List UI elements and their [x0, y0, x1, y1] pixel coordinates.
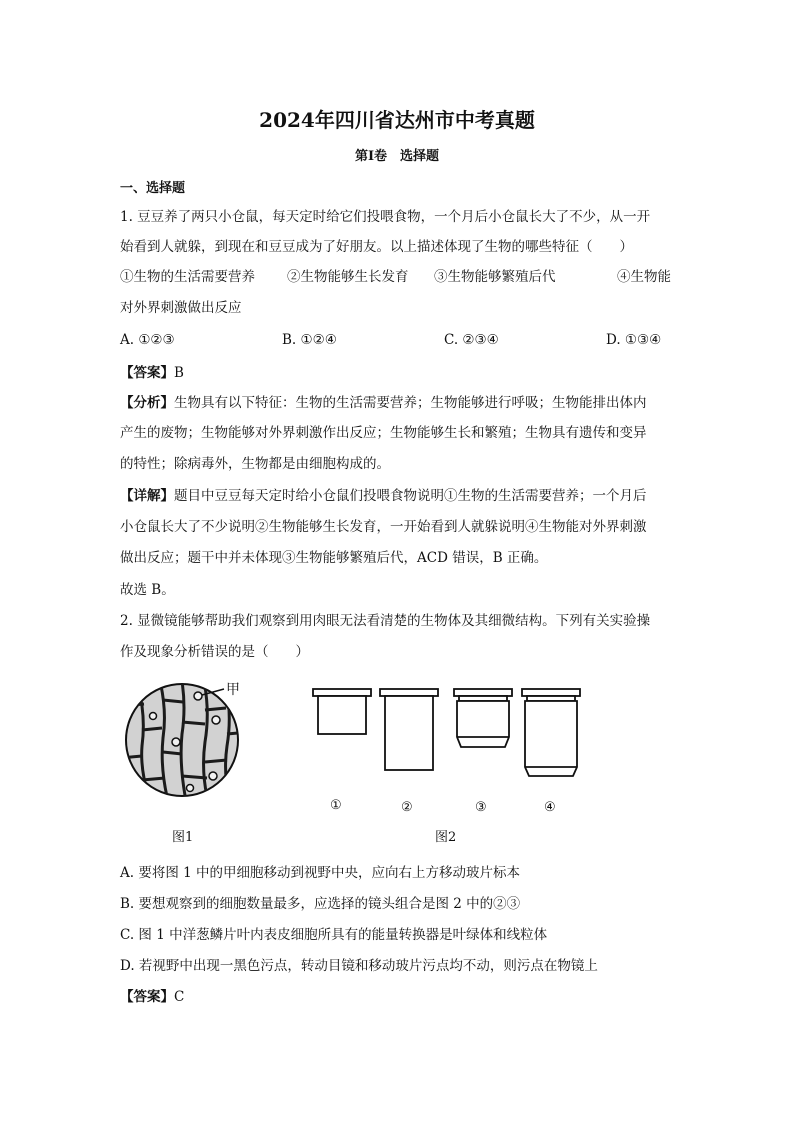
- q1-feature-4a: ④生物能: [617, 269, 671, 285]
- lens-1-short-eyepiece: [313, 689, 371, 734]
- q1-option-d: D. ①③④: [606, 332, 662, 348]
- q1-option-a: A. ①②③: [120, 332, 175, 348]
- lens-3-short-objective: [454, 689, 512, 747]
- q1-stem-line2: 始看到人就躲，到现在和豆豆成为了好朋友。以上描述体现了生物的哪些特征（ ）: [120, 239, 633, 255]
- q1-feature-4b: 对外界刺激做出反应: [120, 300, 242, 316]
- q1-analysis-line2: 产生的废物；生物能够对外界刺激作出反应；生物能够生长和繁殖；生物具有遗传和变异: [120, 425, 647, 441]
- figure1-marker-jia: 甲: [226, 682, 240, 698]
- q2-option-b: B. 要想观察到的细胞数量最多，应选择的镜头组合是图 2 中的②③: [120, 896, 521, 912]
- q1-feature-1: ①生物的生活需要营养: [120, 269, 255, 285]
- q1-analysis-line1: [120, 393, 647, 413]
- lens-label-2: ②: [401, 800, 413, 815]
- q2-option-a: A. 要将图 1 中的甲细胞移动到视野中央，应向右上方移动玻片标本: [120, 865, 521, 881]
- paper-title: 2024年四川省达州市中考真题: [259, 108, 535, 132]
- lens-label-4: ④: [544, 800, 556, 815]
- q1-analysis-text1: 生物具有以下特征：生物的生活需要营养；生物能够进行呼吸；生物能排出体内: [174, 395, 647, 411]
- q2-answer-label: 【答案】: [120, 989, 174, 1005]
- q1-feature-2: ②生物能够生长发育: [287, 269, 409, 285]
- q2-option-d: D. 若视野中出现一黑色污点，转动目镜和移动玻片污点均不动，则污点在物镜上: [120, 958, 598, 974]
- q2-option-c: C. 图 1 中洋葱鳞片叶内表皮细胞所具有的能量转换器是叶绿体和线粒体: [120, 927, 548, 943]
- q2-stem-line2: 作及现象分析错误的是（ ）: [120, 644, 309, 660]
- q2-answer-value: C: [174, 989, 185, 1005]
- q1-detail-line3: 做出反应；题干中并未体现③生物能够繁殖后代，ACD 错误，B 正确。: [120, 550, 548, 566]
- q1-option-b: B. ①②④: [282, 332, 337, 348]
- q1-answer: [120, 363, 184, 383]
- q1-analysis-label: 【分析】: [120, 395, 174, 411]
- q1-option-c: C. ②③④: [444, 332, 499, 348]
- figure2-lenses: [305, 683, 605, 783]
- paper-subtitle: 第I卷 选择题: [354, 149, 440, 164]
- q1-answer-label: 【答案】: [120, 365, 174, 381]
- lens-label-3: ③: [475, 800, 487, 815]
- q1-analysis-line3: 的特性；除病毒外，生物都是由细胞构成的。: [120, 456, 390, 472]
- lens-label-1: ①: [330, 798, 342, 813]
- q1-detail-line1: [120, 486, 647, 506]
- lens-4-long-objective: [522, 689, 580, 776]
- q2-answer: [120, 987, 184, 1007]
- lens-2-long-eyepiece: [380, 689, 438, 770]
- figure1-label: 图1: [172, 830, 194, 845]
- q1-detail-line2: 小仓鼠长大了不少说明②生物能够生长发育，一开始看到人就躲说明④生物能对外界刺激: [120, 519, 647, 535]
- q1-stem-line1: 1. 豆豆养了两只小仓鼠，每天定时给它们投喂食物，一个月后小仓鼠长大了不少，从一开: [120, 209, 651, 225]
- figure2-label: 图2: [435, 830, 457, 845]
- q1-conclusion: 故选 B。: [120, 582, 175, 598]
- q1-feature-3: ③生物能够繁殖后代: [434, 269, 556, 285]
- section-heading: 一、选择题: [120, 181, 186, 196]
- q1-answer-value: B: [174, 365, 184, 381]
- figure1-microscope-view: [120, 676, 260, 806]
- q1-detail-label: 【详解】: [120, 488, 174, 504]
- q1-detail-text1: 题目中豆豆每天定时给小仓鼠们投喂食物说明①生物的生活需要营养；一个月后: [174, 488, 647, 504]
- q2-stem-line1: 2. 显微镜能够帮助我们观察到用肉眼无法看清楚的生物体及其细微结构。下列有关实验操: [120, 613, 651, 629]
